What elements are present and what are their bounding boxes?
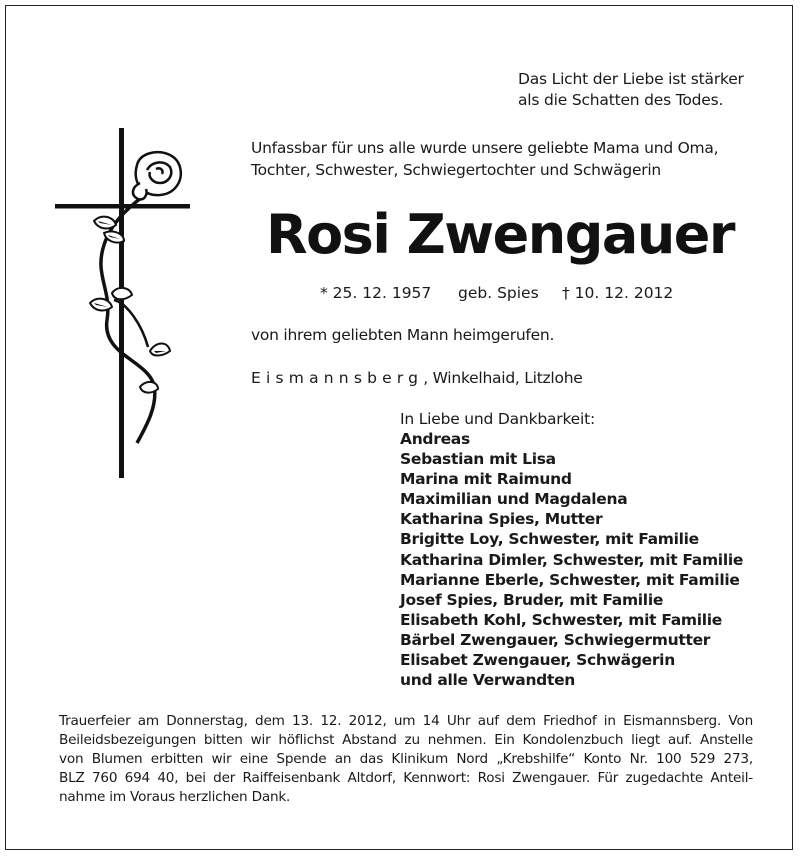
funeral-details-line: Trauerfeier am Donnerstag, dem 13. 12. 2012, um 14 Uhr auf dem Friedhof in Eismannsberg. Von: [59, 713, 753, 729]
deceased-name: Rosi Zwengauer: [266, 203, 735, 266]
birth-date: * 25. 12. 1957: [320, 284, 432, 302]
intro-line: Unfassbar für uns alle wurde unsere geliebte Mama und Oma,: [251, 139, 719, 157]
called-home-text: von ihrem geliebten Mann heimgerufen.: [251, 326, 555, 344]
funeral-details-line: Beileidsbezeigungen bitten wir höflichst Abstand zu nehmen. Ein Kondolenzbuch liegt auf. Anstelle: [59, 732, 753, 748]
mourner-entry: Bärbel Zwengauer, Schwiegermutter: [400, 630, 711, 649]
intro-text: [251, 137, 718, 181]
epigraph-line: Das Licht der Liebe ist stärker: [518, 70, 744, 88]
funeral-details: [59, 712, 753, 807]
funeral-details-line: BLZ 760 694 40, bei der Raiffeisenbank Altdorf, Kennwort: Rosi Zwengauer. Für zugedachte Anteil-: [59, 770, 753, 786]
mourner-entry: Elisabet Zwengauer, Schwägerin: [400, 651, 675, 670]
funeral-details-line: von Blumen erbitten wir eine Spende an das Klinikum Nord „Krebshilfe“ Konto Nr. 100 529 273,: [59, 751, 753, 767]
epigraph-quote: [518, 69, 744, 111]
places-line: [251, 368, 583, 388]
mourner-entry: Andreas: [400, 430, 470, 448]
maiden-name: geb. Spies: [458, 284, 539, 302]
mourner-entry: Sebastian mit Lisa: [400, 450, 556, 469]
mourner-entry: Elisabeth Kohl, Schwester, mit Familie: [400, 610, 722, 629]
mourner-entry: und alle Verwandten: [400, 671, 576, 690]
mourner-entry: Katharina Dimler, Schwester, mit Familie: [400, 550, 744, 569]
mourners-list: [400, 429, 743, 690]
mourners-heading: In Liebe und Dankbarkeit:: [400, 410, 596, 428]
place-others: , Winkelhaid, Litzlohe: [423, 369, 583, 387]
death-date: † 10. 12. 2012: [562, 284, 674, 302]
epigraph-line: als die Schatten des Todes.: [518, 91, 724, 109]
intro-line: Tochter, Schwester, Schwiegertochter und Schwägerin: [251, 161, 661, 179]
mourner-entry: Brigitte Loy, Schwester, mit Familie: [400, 530, 699, 549]
funeral-details-line: nahme im Voraus herzlichen Dank.: [59, 789, 291, 805]
mourner-entry: Marina mit Raimund: [400, 470, 572, 489]
place-primary: Eismannsberg: [251, 369, 424, 387]
mourner-entry: Katharina Spies, Mutter: [400, 510, 603, 529]
mourner-entry: Maximilian und Magdalena: [400, 490, 628, 509]
cross-with-rose-icon: [52, 125, 197, 485]
mourner-entry: Josef Spies, Bruder, mit Familie: [400, 590, 664, 609]
mourner-entry: Marianne Eberle, Schwester, mit Familie: [400, 570, 740, 589]
